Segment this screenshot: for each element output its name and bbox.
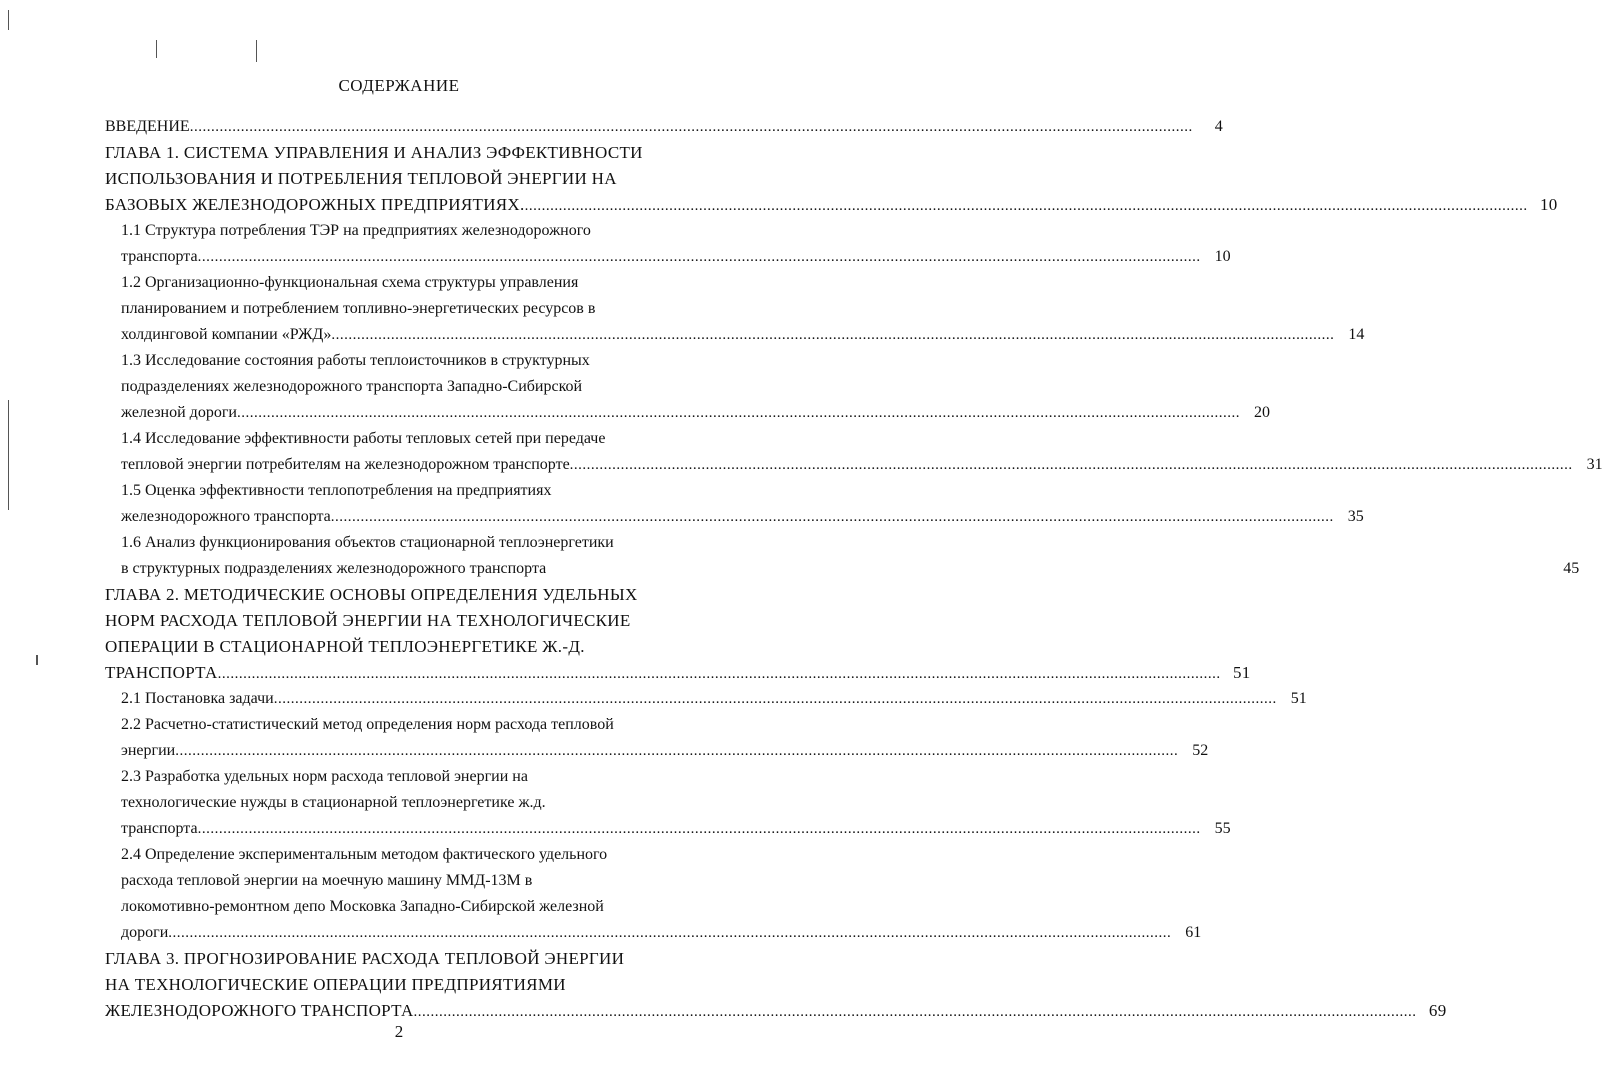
toc-entry-text: транспорта — [121, 248, 198, 265]
toc-entry-text: тепловой энергии потребителям на железнодорожном транспорте — [121, 456, 570, 473]
toc-section-2-4-last-line[interactable] — [105, 920, 1202, 946]
toc-chapter-2-line[interactable]: ОПЕРАЦИИ В СТАЦИОНАРНОЙ ТЕПЛОЭНЕРГЕТИКЕ Ж.-Д. — [105, 637, 585, 656]
leader-dots — [331, 504, 1334, 530]
toc-page-number: 69 — [1428, 1001, 1447, 1020]
toc-entry-text: железнодорожного транспорта — [121, 508, 331, 525]
toc-page-number: 4 — [1214, 118, 1223, 135]
toc-chapter-3-last-line[interactable] — [105, 998, 1447, 1024]
scan-artifact — [36, 655, 38, 665]
toc-section-2-4-line[interactable]: локомотивно-ремонтном депо Московка Западно-Сибирской железной — [121, 898, 604, 915]
toc-entry-text: дороги — [121, 924, 169, 941]
leader-dots — [274, 686, 1277, 712]
leader-dots — [218, 661, 1221, 687]
toc-chapter-1-line[interactable]: ГЛАВА 1. СИСТЕМА УПРАВЛЕНИЯ И АНАЛИЗ ЭФФЕКТИВНОСТИ — [105, 143, 643, 162]
toc-page-number: 20 — [1253, 404, 1270, 421]
toc-page-number: 51 — [1290, 690, 1307, 707]
toc-entry-text: 2.1 Постановка задачи — [121, 690, 274, 707]
page-number: 2 — [394, 1022, 404, 1041]
leader-dots — [237, 400, 1240, 426]
toc-section-1-1-line[interactable]: 1.1 Структура потребления ТЭР на предприятиях железнодорожного — [121, 222, 591, 239]
toc-entry-text: БАЗОВЫХ ЖЕЛЕЗНОДОРОЖНЫХ ПРЕДПРИЯТИЯХ. — [105, 195, 525, 214]
toc-section-1-4-line[interactable]: 1.4 Исследование эффективности работы тепловых сетей при передаче — [121, 430, 606, 447]
toc-page-number: 10 — [1539, 195, 1558, 214]
toc-entry-text: ВВЕДЕНИЕ — [105, 118, 190, 135]
toc-section-2-2-line[interactable]: 2.2 Расчетно-статистический метод определения норм расхода тепловой — [121, 716, 614, 733]
toc-section-2-4-line[interactable]: 2.4 Определение экспериментальным методом фактического удельного — [121, 846, 608, 863]
toc-section-1-1-last-line[interactable] — [105, 244, 1231, 270]
toc-page-number: 51 — [1232, 663, 1251, 682]
toc-entry-text: в структурных подразделениях железнодорожного транспорта — [121, 560, 547, 577]
toc-section-1-3-line[interactable]: 1.3 Исследование состояния работы теплоисточников в структурных — [121, 352, 590, 369]
leader-dots — [168, 920, 1171, 946]
toc-entry-text: энергии — [121, 742, 176, 759]
toc-entry-text: транспорта — [121, 820, 198, 837]
toc-section-1-4-last-line[interactable] — [105, 452, 1603, 478]
toc-page-number: 55 — [1214, 820, 1231, 837]
toc-section-2-3-line[interactable]: технологические нужды в стационарной теплоэнергетике ж.д. — [121, 794, 546, 811]
toc-section-2-2-last-line[interactable] — [105, 738, 1209, 764]
toc-chapter-1-line[interactable]: ИСПОЛЬЗОВАНИЯ И ПОТРЕБЛЕНИЯ ТЕПЛОВОЙ ЭНЕРГИИ НА — [105, 169, 617, 188]
toc-section-2-3-line[interactable]: 2.3 Разработка удельных норм расхода тепловой энергии на — [121, 768, 528, 785]
scan-artifact — [8, 10, 9, 30]
toc-chapter-2-line[interactable]: ГЛАВА 2. МЕТОДИЧЕСКИЕ ОСНОВЫ ОПРЕДЕЛЕНИЯ УДЕЛЬНЫХ — [105, 585, 638, 604]
toc-entry-text: ЖЕЛЕЗНОДОРОЖНОГО ТРАНСПОРТА — [105, 1001, 414, 1020]
leader-dots — [570, 452, 1573, 478]
toc-section-1-2-last-line[interactable] — [105, 322, 1365, 348]
toc-entry-text: железной дороги — [121, 404, 237, 421]
leader-dots — [198, 244, 1201, 270]
toc-section-1-5-line[interactable]: 1.5 Оценка эффективности теплопотребления на предприятиях — [121, 482, 552, 499]
toc-page-number: 14 — [1348, 326, 1365, 343]
leader-dots — [525, 193, 1528, 219]
toc-section-1-3-line[interactable]: подразделениях железнодорожного транспорта Западно-Сибирской — [121, 378, 583, 395]
toc-chapter-1-last-line[interactable] — [105, 192, 1558, 218]
toc-section-2-1[interactable] — [105, 686, 1307, 712]
toc-entry-text: холдинговой компании «РЖД» — [121, 326, 332, 343]
toc-page-number: 52 — [1192, 742, 1209, 759]
leader-dots — [198, 816, 1201, 842]
toc-page-number: 45 — [1563, 560, 1580, 577]
table-of-contents — [105, 114, 1603, 1024]
toc-entry-text: ТРАНСПОРТА — [105, 663, 218, 682]
scan-artifact — [256, 40, 257, 62]
toc-title: СОДЕРЖАНИЕ — [338, 76, 460, 95]
toc-section-2-3-last-line[interactable] — [105, 816, 1231, 842]
toc-section-1-3-last-line[interactable] — [105, 400, 1270, 426]
toc-section-1-5-last-line[interactable] — [105, 504, 1364, 530]
toc-section-2-4-line[interactable]: расхода тепловой энергии на моечную машину ММД-13М в — [121, 872, 533, 889]
toc-chapter-2-line[interactable]: НОРМ РАСХОДА ТЕПЛОВОЙ ЭНЕРГИИ НА ТЕХНОЛОГИЧЕСКИЕ — [105, 611, 631, 630]
leader-dots — [331, 322, 1334, 348]
leader-dots — [190, 114, 1193, 140]
toc-section-1-2-line[interactable]: планированием и потреблением топливно-энергетических ресурсов в — [121, 300, 596, 317]
toc-page-number: 31 — [1586, 456, 1603, 473]
toc-section-1-6-last-line[interactable] — [105, 556, 1580, 582]
toc-page-number: 35 — [1347, 508, 1364, 525]
scan-artifact — [8, 400, 9, 510]
toc-chapter-3-line[interactable]: НА ТЕХНОЛОГИЧЕСКИЕ ОПЕРАЦИИ ПРЕДПРИЯТИЯМИ — [105, 975, 566, 994]
toc-chapter-3-line[interactable]: ГЛАВА 3. ПРОГНОЗИРОВАНИЕ РАСХОДА ТЕПЛОВОЙ ЭНЕРГИИ — [105, 949, 625, 968]
toc-page-number: 61 — [1185, 924, 1202, 941]
toc-page-number: 10 — [1214, 248, 1231, 265]
toc-entry-intro[interactable] — [105, 114, 1223, 140]
toc-section-1-2-line[interactable]: 1.2 Организационно-функциональная схема структуры управления — [121, 274, 579, 291]
scan-artifact — [156, 40, 157, 58]
toc-section-1-6-line[interactable]: 1.6 Анализ функционирования объектов стационарной теплоэнергетики — [121, 534, 614, 551]
toc-chapter-2-last-line[interactable] — [105, 660, 1251, 686]
leader-dots — [175, 738, 1178, 764]
